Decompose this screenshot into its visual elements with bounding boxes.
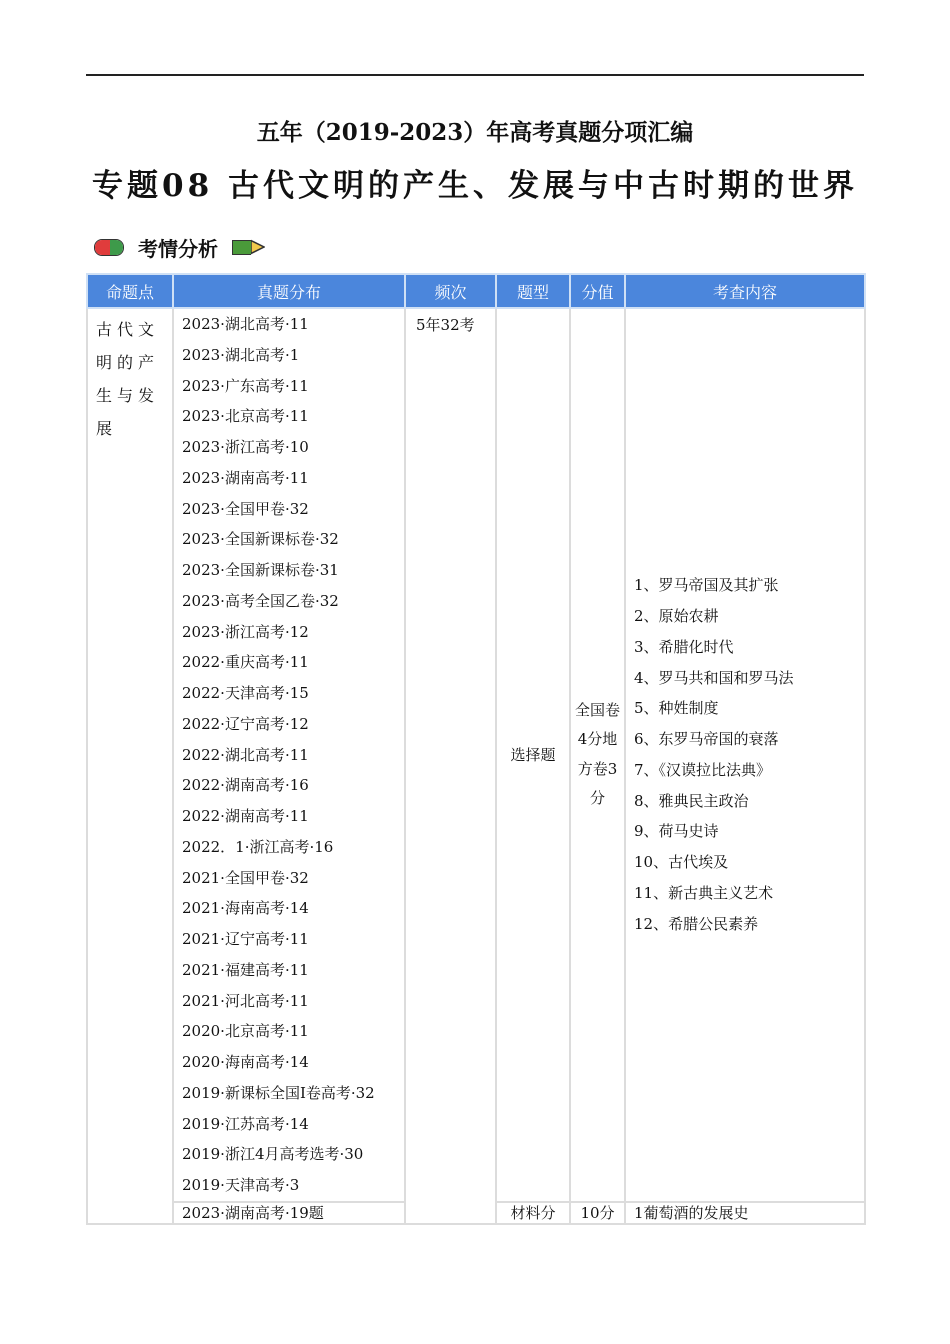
content-item: 10、古代埃及 [634,853,729,872]
header-sources: 真题分布 [173,274,405,308]
source-item: 2021·福建高考·11 [182,960,309,979]
content-item: 5、种姓制度 [634,699,719,718]
source-item: 2023·广东高考·11 [182,376,309,395]
source-item: 2023·全国新课标卷·32 [182,530,339,549]
source-item: 2022·辽宁高考·12 [182,714,309,733]
table-row [87,308,865,1202]
source-item: 2023·湖南高考·11 [182,468,309,487]
content-item: 2、原始农耕 [634,607,719,626]
pill-icon [94,239,124,256]
content-item: 4、罗马共和国和罗马法 [634,668,794,687]
content-item: 3、希腊化时代 [634,637,734,656]
source-item: 2023·全国新课标卷·31 [182,561,339,579]
content-item: 6、东罗马帝国的衰落 [634,730,779,749]
row2-source: 2023·湖南高考·19题 [173,1202,405,1224]
source-item: 2022·天津高考·15 [182,684,309,702]
content-cell [625,308,865,1202]
row2-content: 1葡萄酒的发展史 [625,1202,865,1224]
top-rule [86,74,864,76]
source-item: 2023·浙江高考·10 [182,438,309,456]
source-item: 2022．1·浙江高考·16 [182,837,334,856]
header-content: 考查内容 [625,274,865,308]
content-item: 9、荷马史诗 [634,822,719,841]
source-item: 2021·辽宁高考·11 [182,930,309,948]
source-item: 2019·江苏高考·14 [182,1114,309,1133]
header-score: 分值 [570,274,625,308]
source-item: 2023·湖北高考·1 [182,345,300,364]
source-item: 2023·湖北高考·11 [182,315,309,333]
sources-list [174,309,404,1201]
document-title: 专题08 古代文明的产生、发展与中古时期的世界 [92,168,858,204]
source-item: 2021·全国甲卷·32 [182,868,309,887]
exam-analysis-table [86,273,866,1225]
pencil-icon [232,239,265,255]
row2-score: 10分 [570,1202,625,1224]
content-list [634,570,864,939]
sources-cell [173,308,405,1202]
source-item: 2023·高考全国乙卷·32 [182,591,339,610]
content-item: 8、雅典民主政治 [634,791,749,810]
content-item: 11、新古典主义艺术 [634,883,774,902]
header-topic: 命题点 [87,274,173,308]
source-item: 2021·河北高考·11 [182,991,309,1010]
frequency-cell: 5年32考 [405,308,496,1224]
source-item: 2019·天津高考·3 [182,1176,300,1194]
source-item: 2023·全国甲卷·32 [182,499,309,518]
row2-qtype: 材料分 [496,1202,570,1224]
source-item: 2022·重庆高考·11 [182,653,309,672]
section-label: 考情分析 [138,236,218,261]
document-subtitle: 五年（2019-2023）年高考真题分项汇编 [256,119,694,146]
source-item: 2022·湖南高考·11 [182,807,309,825]
section-heading [94,232,265,262]
header-frequency: 频次 [405,274,496,308]
table-header-row [87,274,865,308]
source-item: 2022·湖南高考·16 [182,776,309,795]
source-item: 2022·湖北高考·11 [182,745,309,764]
source-item: 2023·浙江高考·12 [182,622,309,641]
source-item: 2019·浙江4月高考选考·30 [182,1145,364,1164]
source-item: 2023·北京高考·11 [182,407,309,426]
source-item: 2021·海南高考·14 [182,899,309,918]
header-qtype: 题型 [496,274,570,308]
content-item: 7、《汉谟拉比法典》 [634,760,772,779]
source-item: 2020·北京高考·11 [182,1022,309,1041]
source-item: 2019·新课标全国Ⅰ卷高考·32 [182,1083,375,1102]
topic-cell: 古代文明的产生与发展 [87,308,173,1224]
qtype-cell: 选择题 [496,308,570,1202]
content-item: 1、罗马帝国及其扩张 [634,576,779,595]
content-item: 12、希腊公民素养 [634,914,759,933]
score-cell: 全国卷4分地方卷3分 [570,308,625,1202]
source-item: 2020·海南高考·14 [182,1053,309,1071]
